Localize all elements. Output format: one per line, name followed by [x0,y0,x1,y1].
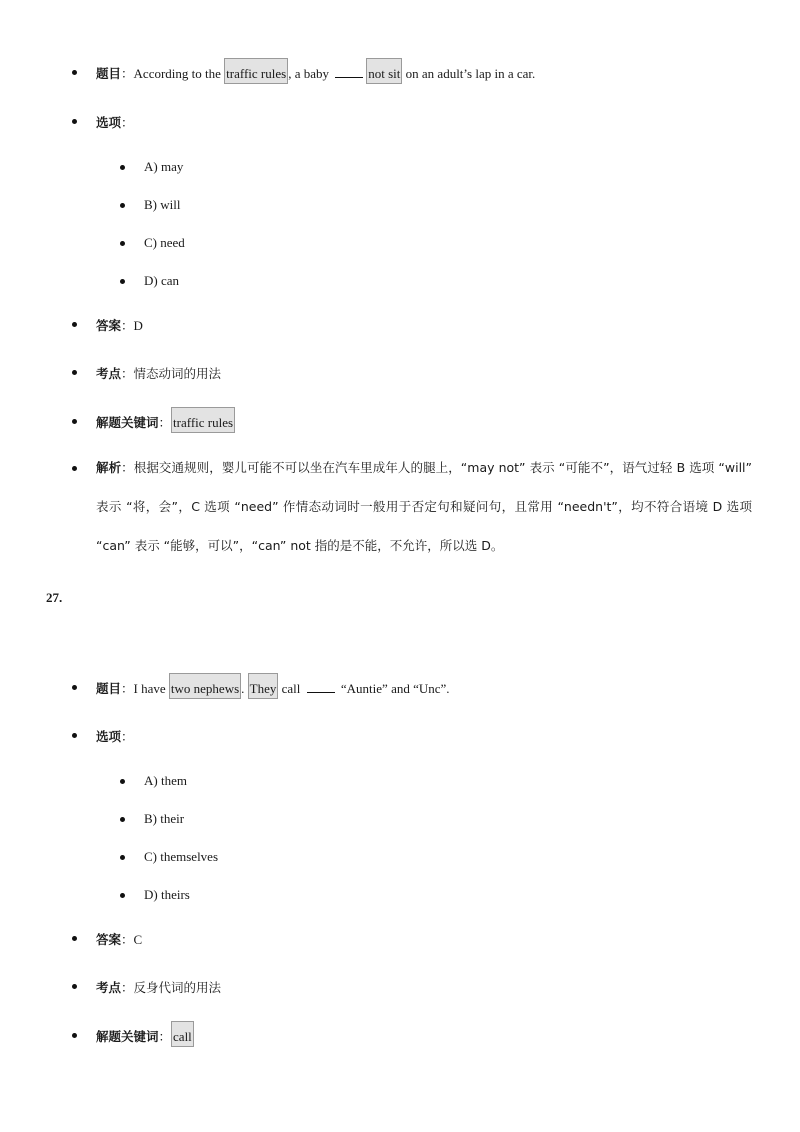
answer-label: 答案 [96,932,122,947]
bullet [72,733,77,738]
option-text: C) themselves [144,849,219,864]
question-text-start: I have [133,681,169,696]
answer-blank [307,683,335,693]
keywords-value: traffic rules [171,407,235,433]
bullet [72,936,77,941]
analysis-label: 解析 [96,460,122,475]
bullet [120,165,125,170]
question-number: 27. [46,590,63,605]
point-label: 考点 [96,980,122,995]
answer-label: 答案 [96,318,122,333]
option-text: A) may [144,159,184,174]
bullet [72,119,77,124]
question-text-end: “Auntie” and “Unc”. [337,681,450,696]
bullet [72,419,77,424]
bullet [72,322,77,327]
bullet [120,779,125,784]
bullet [72,685,77,690]
highlight-two-nephews: two nephews [169,673,241,699]
question-text-start: According to the [133,66,225,81]
bullet [120,893,125,898]
options-label: 选项 [96,729,122,744]
question-label: 题目 [96,681,122,696]
bullet [72,984,77,989]
option-text: C) need [144,235,185,250]
point-value: 情态动词的用法 [133,366,222,381]
option-text: B) will [144,197,181,212]
point-label: 考点 [96,366,122,381]
highlight-not-sit: not sit [366,58,402,84]
bullet [120,817,125,822]
point-value: 反身代词的用法 [133,980,222,995]
question-label: 题目 [96,66,122,81]
question-text-call: call [278,681,304,696]
option-text: D) can [144,273,180,288]
highlight-traffic-rules: traffic rules [224,58,288,84]
bullet [120,855,125,860]
options-label: 选项 [96,115,122,130]
bullet [120,203,125,208]
bullet [120,241,125,246]
option-text: D) theirs [144,887,190,902]
keywords-label: 解题关键词 [96,415,159,430]
question-text-end: on an adult’s lap in a car. [402,66,536,81]
answer-value: C [133,932,143,947]
bullet [120,279,125,284]
question-text-mid: . [241,681,248,696]
keywords-label: 解题关键词 [96,1029,159,1044]
highlight-they: They [248,673,279,699]
answer-value: D [133,318,143,333]
bullet [72,1033,77,1038]
bullet [72,70,77,75]
bullet [72,466,77,471]
answer-blank [335,68,363,78]
keywords-value: call [171,1021,194,1047]
option-text: A) them [144,773,187,788]
question-text-mid: , a baby [288,66,333,81]
analysis-text: 根据交通规则，婴儿可能不可以坐在汽车里成年人的腿上，“may not” 表示 “可能不”，语气过轻 B 选项 “will” 表示 “将，会”，C 选项 “need” 作情态动词时一般用于否定句和疑问句，且常用 “needn't”，均不符合语境 D 选项 “can” 表示 “能够，可以”，“can” not 指的是不能，不允许，所以选 D。 [96,460,752,553]
q26-analysis-paragraph: 解析：根据交通规则，婴儿可能不可以坐在汽车里成年人的腿上，“may not” 表示 “可能不”，语气过轻 B 选项 “will” 表示 “将，会”，C 选项 “need” 作情态动词时一般用于否定句和疑问句，且常用 “needn't”，均不符合语境 D 选项 “can” 表示 “能够，可以”，“can” not 指的是不能，不允许，所以选 D。 [96,460,752,553]
bullet [72,370,77,375]
option-text: B) their [144,811,185,826]
